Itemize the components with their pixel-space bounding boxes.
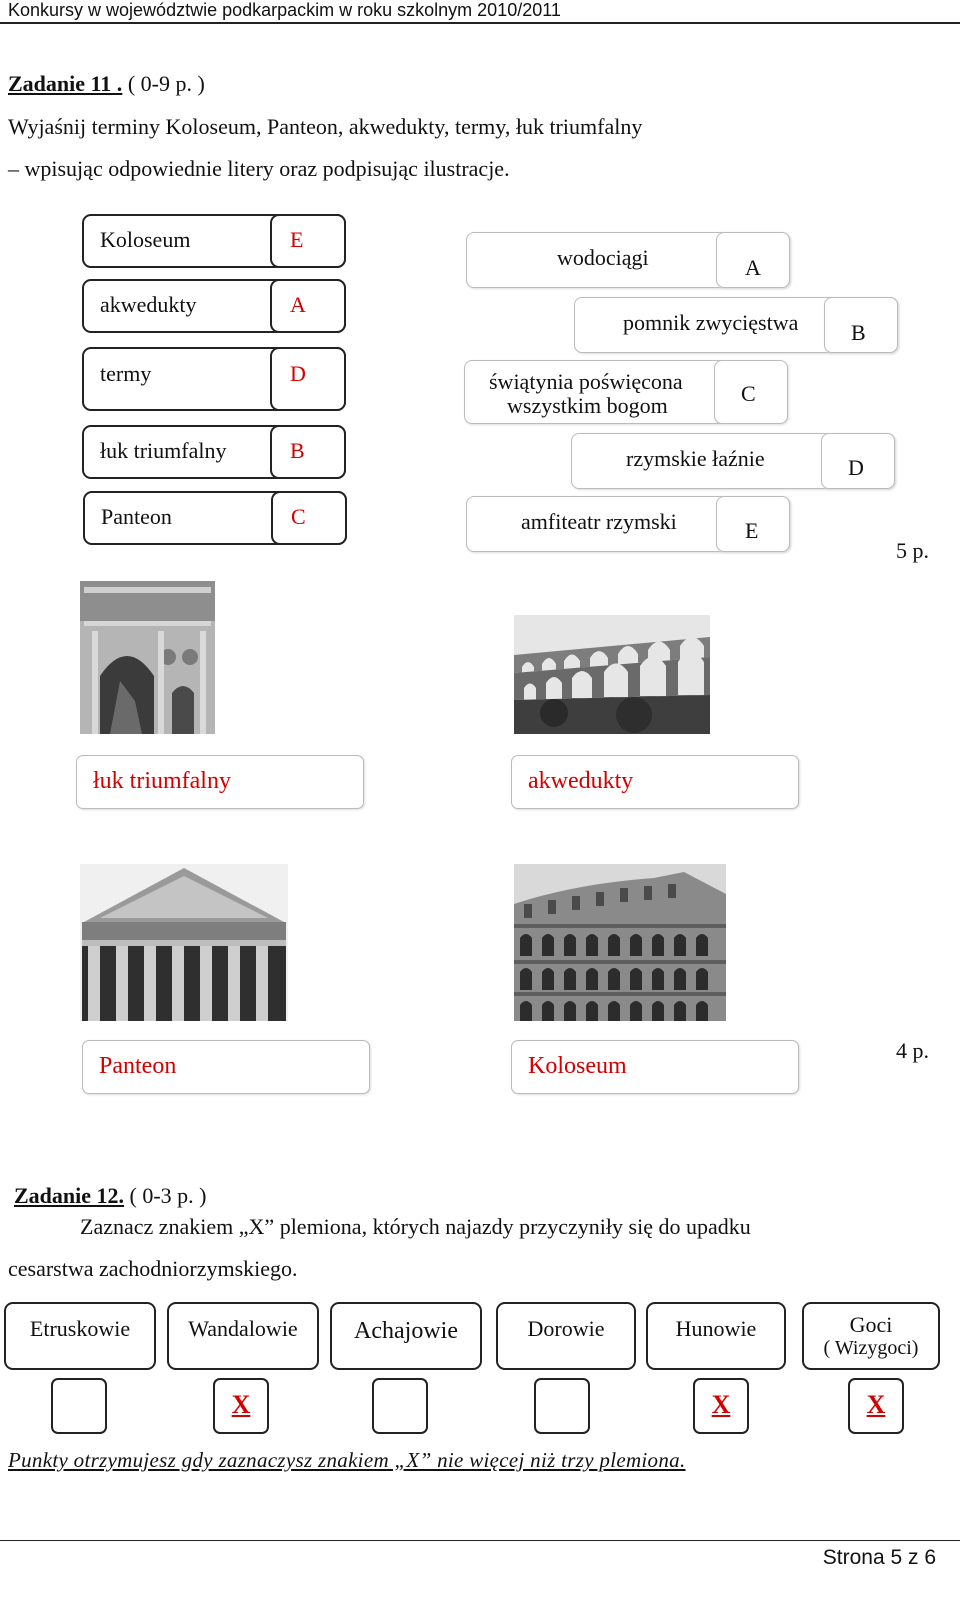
tribe-name: Dorowie (527, 1316, 605, 1341)
term-label: termy (100, 361, 152, 386)
definition-letter-box (824, 297, 898, 353)
page-number: Strona 5 z 6 (822, 1546, 936, 1569)
checkbox-mark: X (231, 1390, 251, 1419)
term-answer-field[interactable] (270, 347, 346, 411)
checkbox-wandalowie[interactable] (213, 1378, 269, 1434)
tribe-box-wandalowie (167, 1302, 319, 1370)
checkbox-etruskowie[interactable] (51, 1378, 107, 1434)
term-answer-field[interactable] (270, 214, 346, 268)
task11-title: Zadanie 11 . (8, 71, 123, 96)
caption-text: Koloseum (528, 1053, 627, 1079)
definition-box-wodociagi (466, 232, 790, 288)
term-label: łuk triumfalny (100, 438, 227, 463)
checkbox-goci[interactable] (848, 1378, 904, 1434)
definition-letter-box (716, 496, 790, 552)
pantheon-photo (80, 864, 288, 1021)
term-box-akwedukty (82, 279, 346, 333)
checkbox-mark: X (711, 1390, 731, 1419)
definition-box-swiatynia (464, 360, 788, 424)
term-answer: C (291, 504, 306, 529)
caption-text: łuk triumfalny (93, 768, 231, 794)
caption-text: akwedukty (528, 768, 634, 794)
term-box-panteon (83, 491, 347, 545)
task11-instruction-line2: – wpisując odpowiednie litery oraz podpisując ilustracje. (8, 156, 510, 181)
definition-letter-box (716, 232, 790, 288)
definition-box-amfiteatr (466, 496, 790, 552)
definition-label-line2: wszystkim bogom (507, 393, 668, 418)
term-box-koloseum (82, 214, 346, 268)
definition-letter: D (848, 455, 864, 480)
term-label: Panteon (101, 504, 172, 529)
document-header: Konkursy w województwie podkarpackim w roku szkolnym 2010/2011 (8, 0, 561, 20)
definition-label: świątynia poświęcona (489, 369, 683, 394)
term-answer-field[interactable] (270, 279, 346, 333)
task11-instruction-line1: Wyjaśnij terminy Koloseum, Panteon, akwedukty, termy, łuk triumfalny (8, 114, 643, 139)
task12-note: Punkty otrzymujesz gdy zaznaczysz znakiem „X” nie więcej niż trzy plemiona. (8, 1448, 686, 1472)
definition-letter: B (851, 320, 866, 345)
aqueduct-photo (514, 615, 710, 734)
caption-box-colosseum[interactable] (511, 1040, 799, 1094)
definition-letter: A (745, 255, 761, 280)
definition-box-pomnik (574, 297, 898, 353)
definition-label: amfiteatr rzymski (521, 509, 677, 534)
tribe-name: Achajowie (354, 1318, 458, 1344)
term-answer: D (290, 361, 306, 386)
definition-letter: C (741, 381, 756, 406)
colosseum-photo (514, 864, 726, 1021)
definition-label: rzymskie łaźnie (626, 446, 765, 471)
term-box-termy (82, 347, 346, 411)
tribe-name-line2: ( Wizygoci) (823, 1337, 919, 1359)
definition-label: pomnik zwycięstwa (623, 310, 799, 335)
tribe-name: Goci (849, 1312, 893, 1337)
tribe-name: Etruskowie (29, 1316, 131, 1341)
term-label: Koloseum (100, 227, 191, 252)
tribe-box-achajowie (330, 1302, 482, 1370)
task11-points: ( 0-9 p. ) (122, 71, 205, 96)
caption-box-pantheon[interactable] (82, 1040, 370, 1094)
task11-heading (8, 71, 205, 97)
term-answer-field[interactable] (270, 425, 346, 479)
task12-instruction-line1: Zaznacz znakiem „X” plemiona, których najazdy przyczyniły się do upadku (80, 1214, 751, 1239)
definition-letter: E (745, 518, 759, 543)
task12-instruction-line2: cesarstwa zachodniorzymskiego. (8, 1256, 298, 1281)
definition-box-laznie (571, 433, 895, 489)
arch-photo (80, 581, 215, 734)
definition-letter-box (821, 433, 895, 489)
checkbox-mark: X (866, 1390, 886, 1419)
task12-title: Zadanie 12. (14, 1183, 125, 1208)
checkbox-hunowie[interactable] (693, 1378, 749, 1434)
task11-score-photos: 4 p. (896, 1038, 929, 1063)
tribe-name: Hunowie (675, 1316, 757, 1341)
term-box-luk-triumfalny (82, 425, 346, 479)
term-answer-field[interactable] (271, 491, 347, 545)
task11-score-matching: 5 p. (896, 538, 929, 563)
footer-divider (0, 1540, 960, 1541)
header-divider (0, 22, 960, 24)
task12-points: ( 0-3 p. ) (124, 1183, 207, 1208)
checkbox-dorowie[interactable] (534, 1378, 590, 1434)
checkbox-achajowie[interactable] (372, 1378, 428, 1434)
tribe-box-dorowie (496, 1302, 636, 1370)
definition-label: wodociągi (557, 245, 649, 270)
definition-letter-box (714, 360, 788, 424)
term-answer: B (290, 438, 305, 463)
term-answer: E (290, 227, 304, 252)
tribe-box-hunowie (646, 1302, 786, 1370)
tribe-name: Wandalowie (188, 1316, 298, 1341)
caption-box-arch[interactable] (76, 755, 364, 809)
term-answer: A (290, 292, 306, 317)
task12-heading (14, 1183, 207, 1209)
caption-text: Panteon (99, 1053, 177, 1079)
tribe-box-etruskowie (4, 1302, 156, 1370)
term-label: akwedukty (100, 292, 197, 317)
caption-box-aqueduct[interactable] (511, 755, 799, 809)
tribe-box-goci (802, 1302, 940, 1370)
